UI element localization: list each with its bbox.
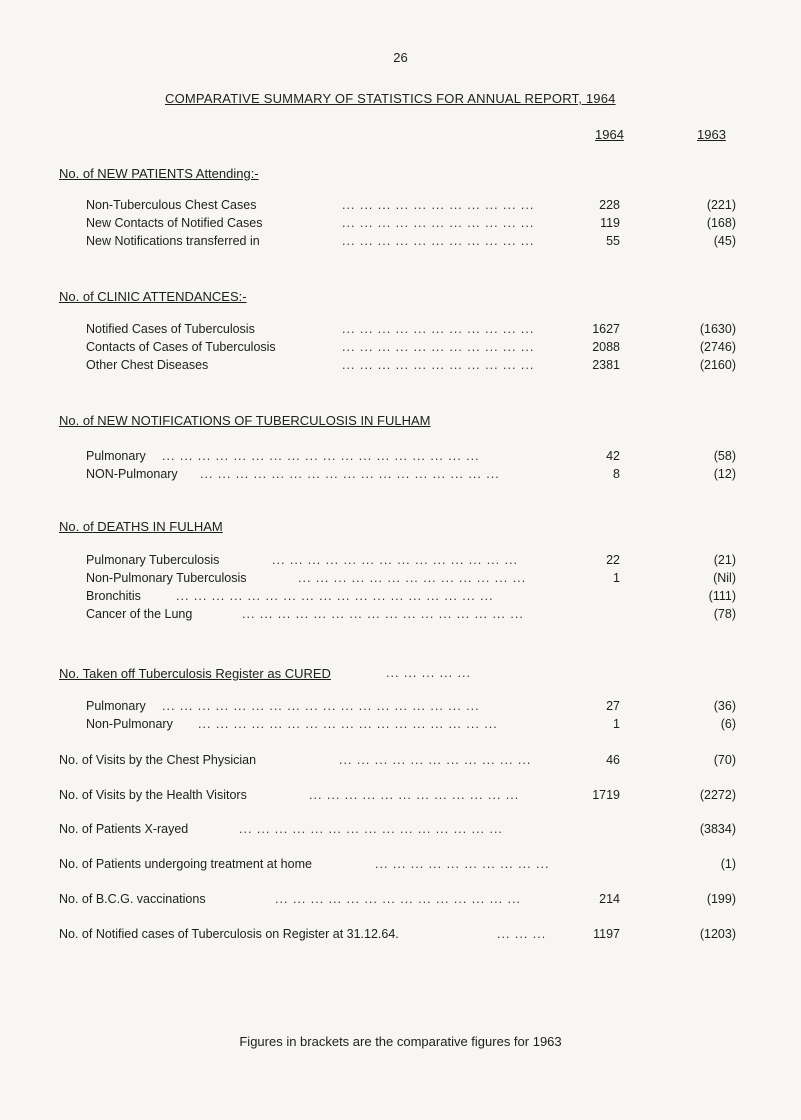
row-label: No. of Notified cases of Tuberculosis on Register at 31.12.64. bbox=[59, 927, 399, 941]
value-1963: (Nil) bbox=[713, 571, 736, 585]
row-label: Bronchitis bbox=[86, 589, 141, 603]
section-heading-clinic-attendances: No. of CLINIC ATTENDANCES:- bbox=[59, 289, 247, 304]
value-1963: (168) bbox=[706, 216, 736, 230]
leader-dots: ... ... ... ... ... ... ... ... ... ... ... ... bbox=[309, 788, 520, 802]
row-label: Other Chest Diseases bbox=[86, 358, 209, 372]
row-label: Cancer of the Lung bbox=[86, 607, 193, 621]
column-header-1963: 1963 bbox=[697, 127, 726, 142]
stat-row bbox=[86, 699, 736, 715]
value-1964: 1 bbox=[613, 571, 620, 585]
row-label: Non-Pulmonary bbox=[86, 717, 173, 731]
row-label: Contacts of Cases of Tuberculosis bbox=[86, 340, 276, 354]
stat-row bbox=[86, 234, 736, 250]
value-1963: (12) bbox=[713, 467, 736, 481]
value-1963: (1203) bbox=[699, 927, 736, 941]
row-label: New Notifications transferred in bbox=[86, 234, 260, 248]
stat-row bbox=[59, 753, 736, 769]
value-1964: 1197 bbox=[593, 927, 620, 941]
value-1964: 2088 bbox=[592, 340, 620, 354]
stat-row bbox=[86, 607, 736, 623]
leader-dots: ... ... ... ... ... ... ... ... ... ... ... bbox=[342, 322, 535, 336]
leader-dots: ... ... ... ... ... ... ... ... ... ... ... bbox=[342, 234, 535, 248]
leader-dots: ... ... ... ... ... ... ... ... ... ... ... ... ... ... bbox=[275, 892, 522, 906]
value-1963: (2160) bbox=[699, 358, 736, 372]
value-1964: 1627 bbox=[592, 322, 620, 336]
value-1964: 1 bbox=[613, 717, 620, 731]
value-1963: (2746) bbox=[699, 340, 736, 354]
stat-row bbox=[86, 589, 736, 605]
value-1963: (3834) bbox=[699, 822, 736, 836]
stat-row bbox=[59, 892, 736, 908]
stat-row bbox=[86, 216, 736, 232]
value-1963: (1630) bbox=[699, 322, 736, 336]
stat-row bbox=[86, 198, 736, 214]
value-1963: (45) bbox=[713, 234, 736, 248]
leader-dots: ... ... ... ... ... ... ... ... ... ... ... ... ... ... ... bbox=[239, 822, 503, 836]
value-1963: (2272) bbox=[699, 788, 736, 802]
value-1963: (70) bbox=[713, 753, 736, 767]
value-1964: 22 bbox=[606, 553, 620, 567]
stat-row bbox=[86, 571, 736, 587]
value-1963: (199) bbox=[706, 892, 736, 906]
leader-dots: ... ... ... ... ... ... ... ... ... ... ... bbox=[342, 358, 535, 372]
leader-dots: ... ... ... ... ... ... ... ... ... ... ... ... ... ... ... ... ... ... bbox=[162, 449, 480, 463]
leader-dots: ... ... ... ... ... ... ... ... ... ... ... bbox=[339, 753, 532, 767]
row-label: Pulmonary bbox=[86, 449, 146, 463]
row-label: No. of Patients undergoing treatment at home bbox=[59, 857, 312, 871]
value-1963: (58) bbox=[713, 449, 736, 463]
stat-row bbox=[86, 322, 736, 338]
value-1964: 2381 bbox=[592, 358, 620, 372]
value-1964: 42 bbox=[606, 449, 620, 463]
value-1963: (78) bbox=[713, 607, 736, 621]
value-1964: 46 bbox=[606, 753, 620, 767]
row-label: New Contacts of Notified Cases bbox=[86, 216, 263, 230]
value-1963: (6) bbox=[720, 717, 736, 731]
leader-dots: ... ... ... ... ... ... ... ... ... ... ... ... ... bbox=[298, 571, 527, 585]
row-label: Non-Pulmonary Tuberculosis bbox=[86, 571, 247, 585]
leader-dots: ... ... ... bbox=[497, 927, 547, 941]
value-1963: (21) bbox=[713, 553, 736, 567]
value-1964: 214 bbox=[599, 892, 620, 906]
value-1963: (36) bbox=[713, 699, 736, 713]
leader-dots: ... ... ... ... ... bbox=[386, 666, 471, 680]
row-label: NON-Pulmonary bbox=[86, 467, 178, 481]
section-heading-new-patients: No. of NEW PATIENTS Attending:- bbox=[59, 166, 259, 181]
section-heading-deaths: No. of DEATHS IN FULHAM bbox=[59, 519, 223, 534]
value-1964: 55 bbox=[606, 234, 620, 248]
stat-row bbox=[59, 857, 736, 873]
row-label: Non-Tuberculous Chest Cases bbox=[86, 198, 257, 212]
value-1964: 8 bbox=[613, 467, 620, 481]
leader-dots: ... ... ... ... ... ... ... ... ... ... ... bbox=[342, 198, 535, 212]
stat-row bbox=[86, 467, 736, 483]
section-heading-cured: No. Taken off Tuberculosis Register as CURED bbox=[59, 666, 331, 681]
value-1963: (1) bbox=[720, 857, 736, 871]
leader-dots: ... ... ... ... ... ... ... ... ... ... ... ... ... ... ... ... ... bbox=[198, 717, 498, 731]
row-label: No. of Visits by the Chest Physician bbox=[59, 753, 257, 767]
leader-dots: ... ... ... ... ... ... ... ... ... ... ... bbox=[342, 340, 535, 354]
column-header-1964: 1964 bbox=[595, 127, 624, 142]
stat-row bbox=[86, 358, 736, 374]
stat-row bbox=[86, 717, 736, 733]
row-label: Notified Cases of Tuberculosis bbox=[86, 322, 255, 336]
row-label: Pulmonary bbox=[86, 699, 146, 713]
value-1963: (221) bbox=[706, 198, 736, 212]
value-1964: 228 bbox=[599, 198, 620, 212]
stat-row bbox=[59, 788, 736, 804]
leader-dots: ... ... ... ... ... ... ... ... ... ... ... ... ... ... bbox=[272, 553, 519, 567]
row-label: No. of B.C.G. vaccinations bbox=[59, 892, 206, 906]
row-label: No. of Patients X-rayed bbox=[59, 822, 189, 836]
leader-dots: ... ... ... ... ... ... ... ... ... ... ... ... ... ... ... ... ... bbox=[200, 467, 500, 481]
footnote: Figures in brackets are the comparative figures for 1963 bbox=[239, 1034, 562, 1049]
stat-row bbox=[86, 449, 736, 465]
page-number: 26 bbox=[393, 50, 408, 65]
stat-row bbox=[86, 340, 736, 356]
value-1963: (111) bbox=[708, 589, 736, 603]
leader-dots: ... ... ... ... ... ... ... ... ... ... ... ... ... ... ... ... ... ... bbox=[176, 589, 494, 603]
value-1964: 119 bbox=[600, 216, 620, 230]
stat-row bbox=[86, 553, 736, 569]
leader-dots: ... ... ... ... ... ... ... ... ... ... ... ... ... ... ... ... bbox=[242, 607, 524, 621]
row-label: Pulmonary Tuberculosis bbox=[86, 553, 220, 567]
stat-row bbox=[59, 822, 736, 838]
value-1964: 1719 bbox=[592, 788, 620, 802]
page-title: COMPARATIVE SUMMARY OF STATISTICS FOR ANNUAL REPORT, 1964 bbox=[165, 91, 616, 106]
section-heading-new-notifications: No. of NEW NOTIFICATIONS OF TUBERCULOSIS IN FULHAM bbox=[59, 413, 431, 428]
leader-dots: ... ... ... ... ... ... ... ... ... ... bbox=[375, 857, 550, 871]
stat-row bbox=[59, 927, 736, 943]
leader-dots: ... ... ... ... ... ... ... ... ... ... ... bbox=[342, 216, 535, 230]
leader-dots: ... ... ... ... ... ... ... ... ... ... ... ... ... ... ... ... ... ... bbox=[162, 699, 480, 713]
row-label: No. of Visits by the Health Visitors bbox=[59, 788, 247, 802]
value-1964: 27 bbox=[606, 699, 620, 713]
